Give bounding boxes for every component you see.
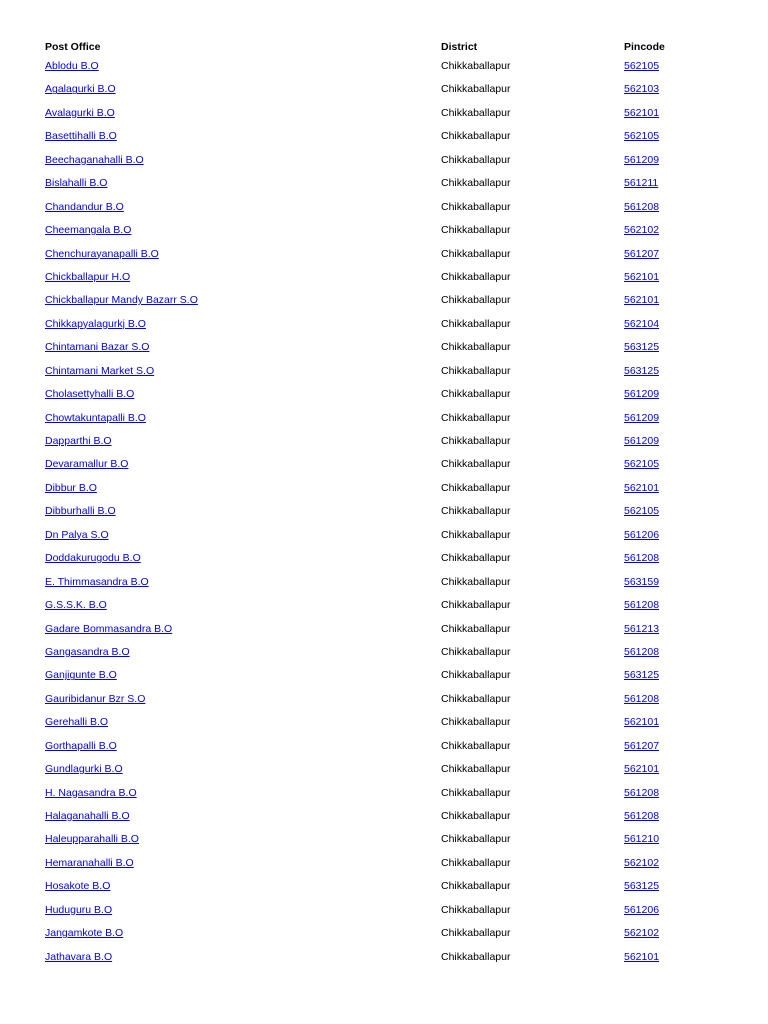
district-cell: Chikkaballapur	[441, 716, 511, 729]
table-body	[0, 60, 768, 974]
district-cell: Chikkaballapur	[441, 880, 511, 893]
post-office-link[interactable]: Avalagurki B.O	[45, 106, 115, 119]
pincode-link[interactable]: 561208	[624, 645, 660, 658]
post-office-link[interactable]: Ablodu B.O	[45, 60, 99, 72]
post-office-link[interactable]: Jangamkote B.O	[45, 927, 124, 940]
pincode-link[interactable]: 562102	[624, 927, 660, 940]
district-cell: Chikkaballapur	[441, 130, 511, 143]
post-office-link[interactable]: Ganjigunte B.O	[45, 669, 117, 682]
table-row	[0, 107, 768, 130]
table-row	[0, 763, 768, 786]
pincode-link[interactable]: 563125	[624, 364, 660, 377]
table-row	[0, 271, 768, 294]
table-row	[0, 857, 768, 880]
pincode-link[interactable]: 562104	[624, 317, 660, 330]
post-office-link[interactable]: Huduguru B.O	[45, 903, 113, 916]
header-district: District	[441, 41, 478, 53]
pincode-link[interactable]: 563125	[624, 341, 660, 354]
table-row	[0, 388, 768, 411]
table-row	[0, 787, 768, 810]
pincode-link[interactable]: 561208	[624, 692, 660, 705]
district-cell: Chikkaballapur	[441, 83, 511, 96]
pincode-link[interactable]: 561208	[624, 200, 660, 213]
table-row	[0, 201, 768, 224]
district-cell: Chikkaballapur	[441, 505, 511, 518]
post-office-link[interactable]: Beechaganahalli B.O	[45, 153, 144, 166]
post-office-link[interactable]: Devaramallur B.O	[45, 458, 129, 471]
post-office-link[interactable]: Bislahalli B.O	[45, 177, 108, 190]
pincode-link[interactable]: 562105	[624, 505, 660, 518]
pincode-link[interactable]: 562103	[624, 83, 660, 96]
pincode-link[interactable]: 562105	[624, 458, 660, 471]
header-pincode: Pincode	[624, 41, 665, 53]
district-cell: Chikkaballapur	[441, 927, 511, 940]
table-row	[0, 365, 768, 388]
district-cell: Chikkaballapur	[441, 481, 511, 494]
pincode-link[interactable]: 561211	[624, 177, 659, 190]
post-office-link[interactable]: Gorthapalli B.O	[45, 739, 117, 752]
table-row	[0, 880, 768, 903]
table-row	[0, 623, 768, 646]
pincode-link[interactable]: 562102	[624, 224, 660, 237]
table-row	[0, 412, 768, 435]
district-cell: Chikkaballapur	[441, 739, 511, 752]
post-office-link[interactable]: E. Thimmasandra B.O	[45, 575, 149, 588]
post-office-link[interactable]: Dn Palya S.O	[45, 528, 109, 541]
pincode-link[interactable]: 562105	[624, 130, 660, 143]
pincode-link[interactable]: 561209	[624, 411, 660, 424]
post-office-link[interactable]: Hemaranahalli B.O	[45, 856, 134, 869]
table-row	[0, 529, 768, 552]
post-office-link[interactable]: Chickballapur Mandy Bazarr S.O	[45, 294, 198, 307]
district-cell: Chikkaballapur	[441, 411, 511, 424]
district-cell: Chikkaballapur	[441, 177, 511, 190]
pincode-link[interactable]: 561209	[624, 153, 660, 166]
pincode-link[interactable]: 561206	[624, 903, 660, 916]
district-cell: Chikkaballapur	[441, 763, 511, 776]
district-cell: Chikkaballapur	[441, 950, 511, 963]
table-header	[0, 41, 768, 55]
pincode-link[interactable]: 562101	[624, 763, 660, 776]
pincode-link[interactable]: 562105	[624, 60, 660, 72]
district-cell: Chikkaballapur	[441, 224, 511, 237]
table-row	[0, 505, 768, 528]
table-row	[0, 435, 768, 458]
post-office-link[interactable]: Gerehalli B.O	[45, 716, 109, 729]
district-cell: Chikkaballapur	[441, 60, 511, 72]
table-row	[0, 740, 768, 763]
pincode-link[interactable]: 561213	[624, 622, 660, 635]
post-office-link[interactable]: Chenchurayanapalli B.O	[45, 247, 159, 260]
pincode-link[interactable]: 561206	[624, 528, 660, 541]
pincode-link[interactable]: 561208	[624, 786, 660, 799]
district-cell: Chikkaballapur	[441, 692, 511, 705]
district-cell: Chikkaballapur	[441, 903, 511, 916]
pincode-link[interactable]: 561210	[624, 833, 660, 846]
post-office-link[interactable]: Jathavara B.O	[45, 950, 113, 963]
post-office-link[interactable]: H. Nagasandra B.O	[45, 786, 137, 799]
post-office-link[interactable]: Dapparthi B.O	[45, 435, 112, 447]
district-cell: Chikkaballapur	[441, 552, 511, 565]
post-office-link[interactable]: Halaganahalli B.O	[45, 810, 130, 822]
district-cell: Chikkaballapur	[441, 810, 511, 822]
table-row	[0, 904, 768, 927]
table-row	[0, 951, 768, 974]
district-cell: Chikkaballapur	[441, 247, 511, 260]
pincode-link[interactable]: 561208	[624, 599, 660, 612]
table-row	[0, 669, 768, 692]
table-row	[0, 810, 768, 833]
district-cell: Chikkaballapur	[441, 317, 511, 330]
table-row	[0, 927, 768, 950]
pincode-link[interactable]: 561208	[624, 810, 660, 822]
post-office-link[interactable]: Haleupparahalli B.O	[45, 833, 139, 846]
table-row	[0, 224, 768, 247]
pincode-link[interactable]: 561209	[624, 435, 660, 447]
post-office-link[interactable]: Chowtakuntapalli B.O	[45, 411, 146, 424]
table-row	[0, 130, 768, 153]
post-office-link[interactable]: G.S.S.K. B.O	[45, 599, 107, 612]
district-cell: Chikkaballapur	[441, 153, 511, 166]
district-cell: Chikkaballapur	[441, 435, 511, 447]
pincode-link[interactable]: 562101	[624, 716, 660, 729]
pincode-link[interactable]: 561208	[624, 552, 660, 565]
district-cell: Chikkaballapur	[441, 856, 511, 869]
post-office-link[interactable]: Basettihalli B.O	[45, 130, 117, 143]
post-office-link[interactable]: Gadare Bommasandra B.O	[45, 622, 173, 635]
district-cell: Chikkaballapur	[441, 786, 511, 799]
post-office-link[interactable]: Chickballapur H.O	[45, 270, 131, 283]
table-row	[0, 458, 768, 481]
post-office-link[interactable]: Chintamani Bazar S.O	[45, 341, 150, 354]
district-cell: Chikkaballapur	[441, 645, 511, 658]
district-cell: Chikkaballapur	[441, 599, 511, 612]
pincode-link[interactable]: 562101	[624, 950, 660, 963]
post-office-link[interactable]: Cheemangala B.O	[45, 224, 132, 237]
table-row	[0, 716, 768, 739]
table-row	[0, 576, 768, 599]
post-office-link[interactable]: Chandandur B.O	[45, 200, 124, 213]
post-office-link[interactable]: Gundlagurki B.O	[45, 763, 123, 776]
district-cell: Chikkaballapur	[441, 270, 511, 283]
district-cell: Chikkaballapur	[441, 200, 511, 213]
district-cell: Chikkaballapur	[441, 294, 511, 307]
post-office-link[interactable]: Doddakurugodu B.O	[45, 552, 141, 565]
table-row	[0, 294, 768, 317]
table-row	[0, 599, 768, 622]
district-cell: Chikkaballapur	[441, 106, 511, 119]
pincode-link[interactable]: 563125	[624, 880, 660, 893]
post-office-link[interactable]: Chintamani Market S.O	[45, 364, 155, 377]
post-office-link[interactable]: Hosakote B.O	[45, 880, 111, 893]
pincode-link[interactable]: 562101	[624, 294, 660, 307]
table-row	[0, 552, 768, 575]
post-office-link[interactable]: Agalagurki B.O	[45, 83, 116, 96]
district-cell: Chikkaballapur	[441, 622, 511, 635]
table-row	[0, 60, 768, 83]
table-row	[0, 693, 768, 716]
post-office-link[interactable]: Dibburhalli B.O	[45, 505, 116, 518]
table-row	[0, 482, 768, 505]
post-office-link[interactable]: Cholasettyhalli B.O	[45, 388, 135, 401]
district-cell: Chikkaballapur	[441, 833, 511, 846]
pincode-link[interactable]: 561209	[624, 388, 660, 401]
table-row	[0, 83, 768, 106]
table-row	[0, 341, 768, 364]
post-office-link[interactable]: Gauribidanur Bzr S.O	[45, 692, 146, 705]
district-cell: Chikkaballapur	[441, 341, 511, 354]
district-cell: Chikkaballapur	[441, 528, 511, 541]
table-row	[0, 248, 768, 271]
pincode-link[interactable]: 562101	[624, 270, 660, 283]
table-row	[0, 154, 768, 177]
pincode-link[interactable]: 563159	[624, 575, 660, 588]
post-office-link[interactable]: Dibbur B.O	[45, 481, 97, 494]
pincode-link[interactable]: 563125	[624, 669, 660, 682]
post-office-link[interactable]: Gangasandra B.O	[45, 645, 130, 658]
table-row	[0, 833, 768, 856]
post-office-link[interactable]: Chikkapyalagurkj B.O	[45, 317, 146, 330]
district-cell: Chikkaballapur	[441, 388, 511, 401]
pincode-link[interactable]: 561207	[624, 247, 660, 260]
pincode-link[interactable]: 562101	[624, 106, 660, 119]
district-cell: Chikkaballapur	[441, 575, 511, 588]
district-cell: Chikkaballapur	[441, 669, 511, 682]
district-cell: Chikkaballapur	[441, 458, 511, 471]
header-post-office: Post Office	[45, 41, 101, 53]
pincode-link[interactable]: 562101	[624, 481, 660, 494]
pincode-link[interactable]: 561207	[624, 739, 660, 752]
table-row	[0, 318, 768, 341]
district-cell: Chikkaballapur	[441, 364, 511, 377]
pincode-link[interactable]: 562102	[624, 856, 660, 869]
table-row	[0, 646, 768, 669]
table-row	[0, 177, 768, 200]
